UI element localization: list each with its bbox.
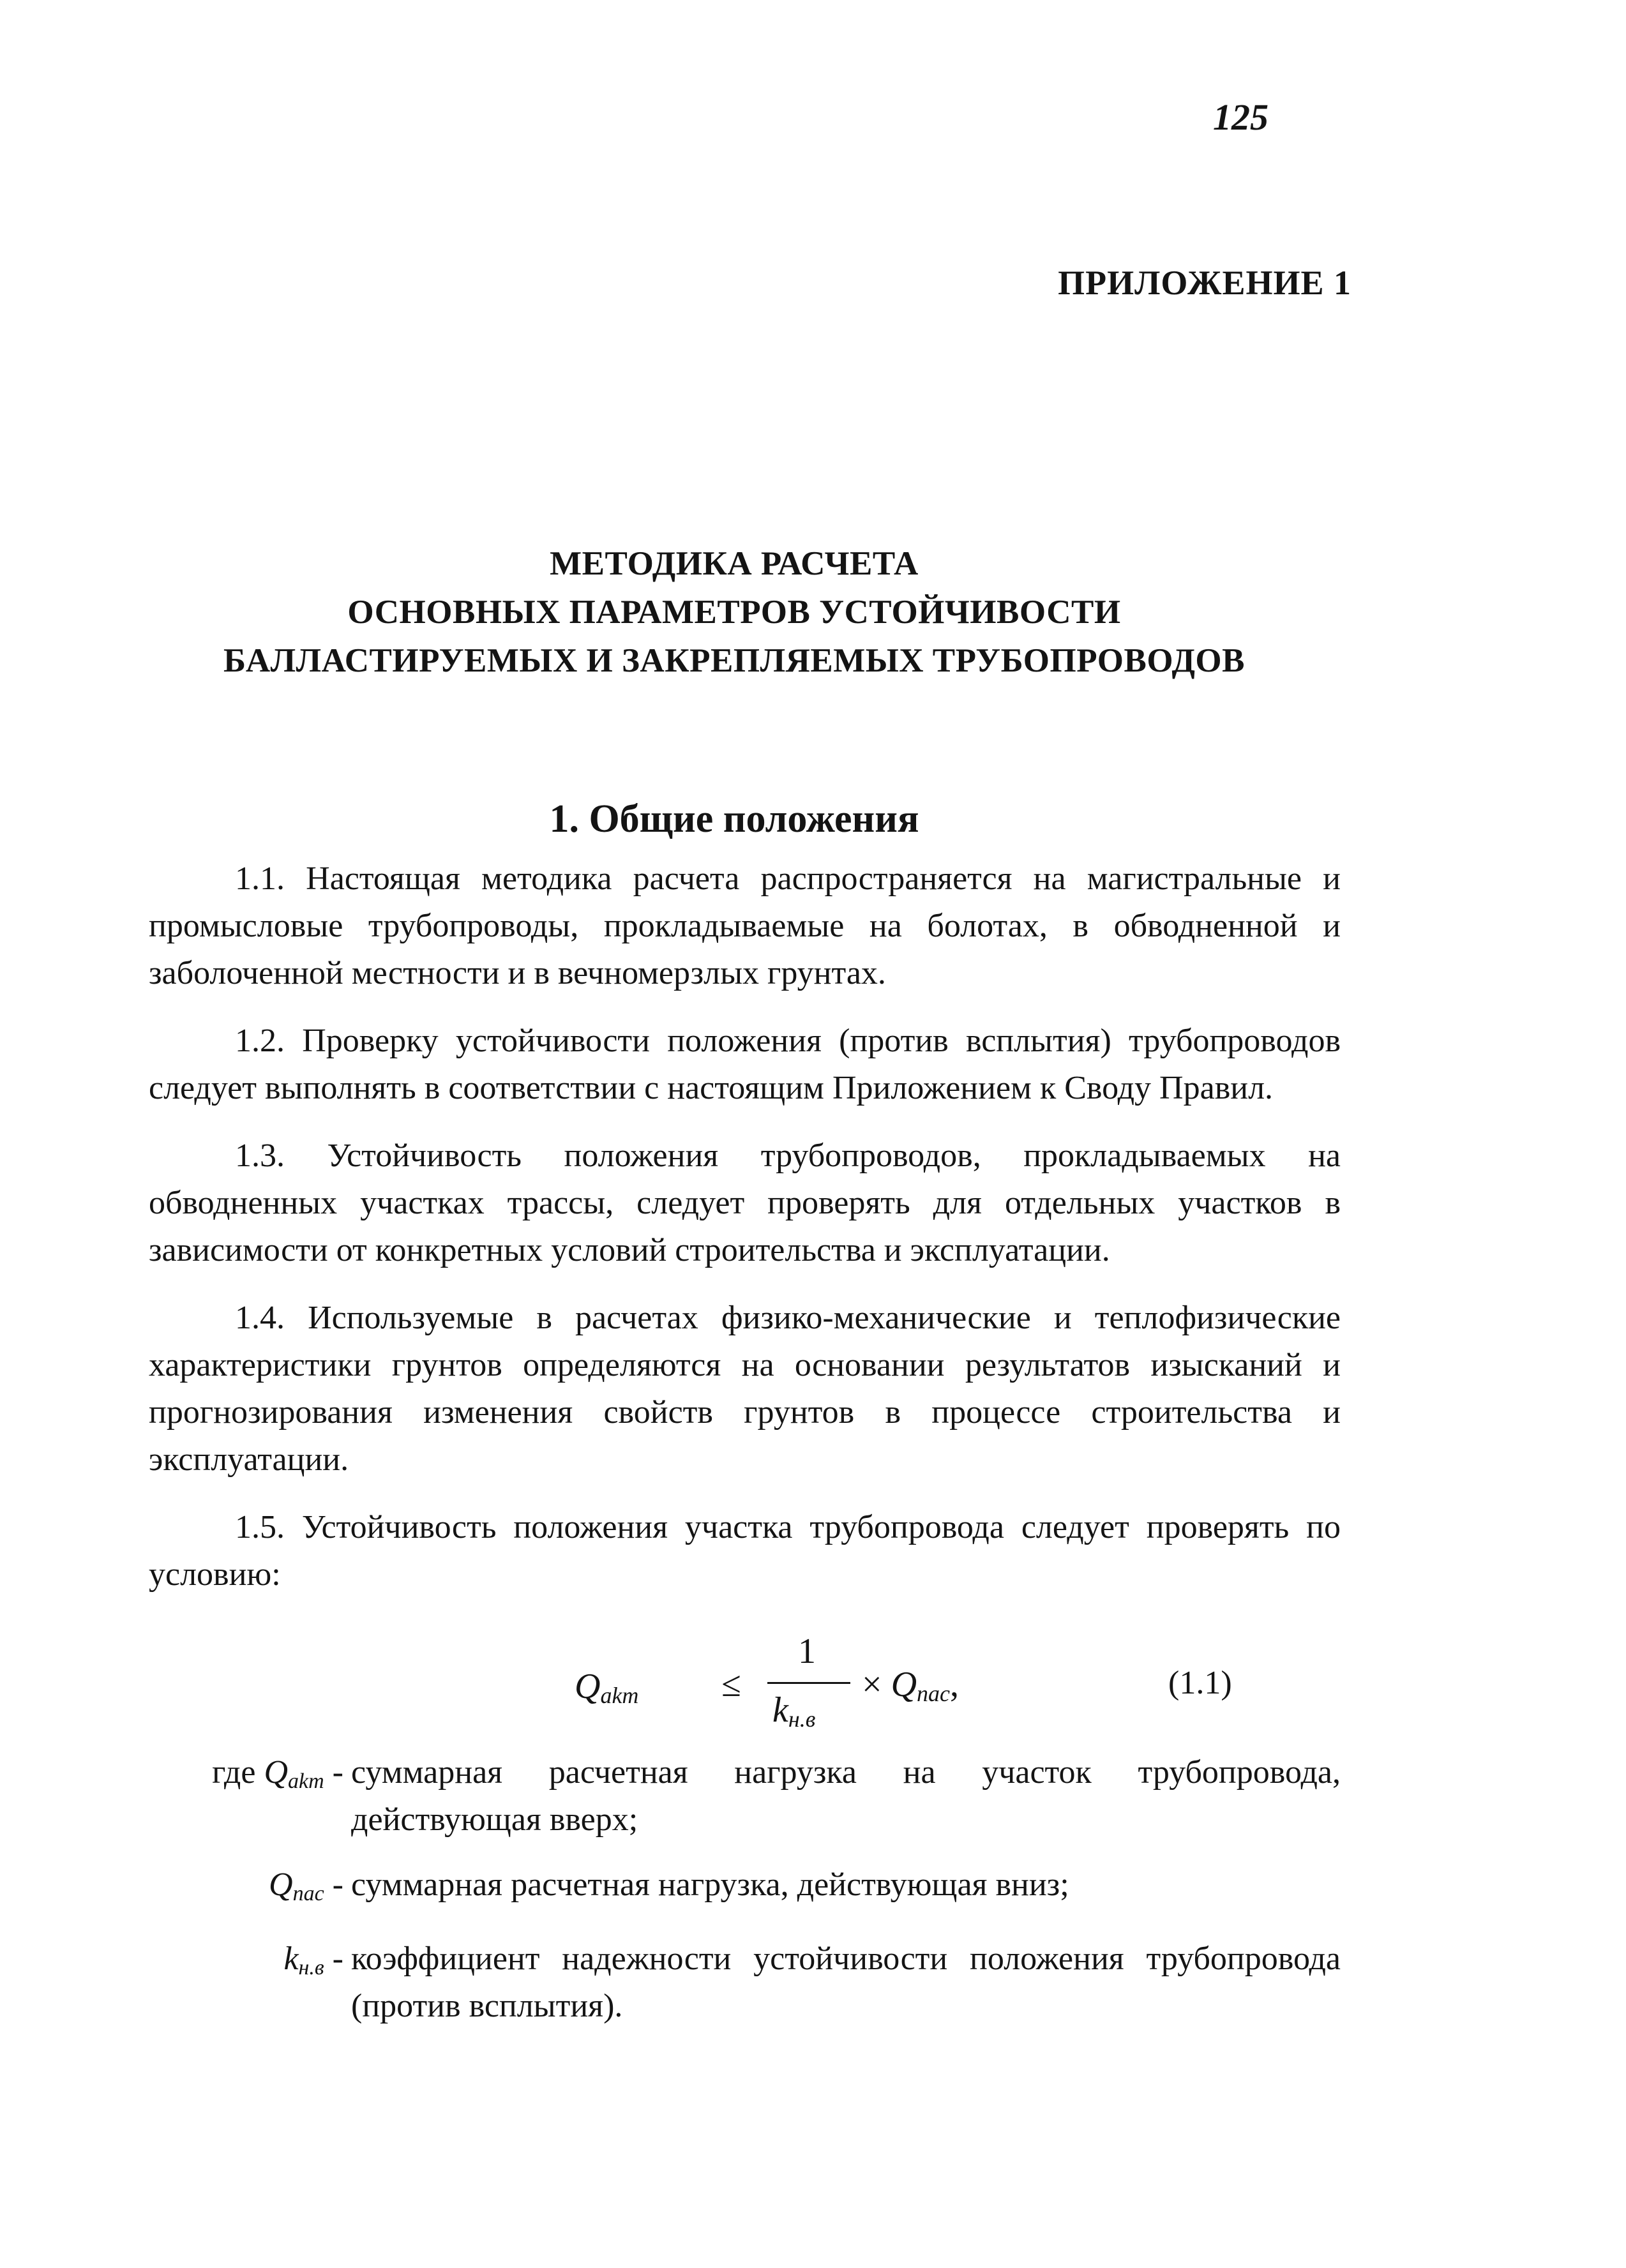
paragraph-1-3: 1.3. Устойчивость положения трубопроводов, прокладываемых на обводненных участках трассы, следует проверять для отдельных участков в зависимости от конкретных условий строительства и эксплуатации.: [149, 1138, 1341, 1268]
definition-row: [149, 1749, 1341, 1844]
definition-row: [149, 1861, 1341, 1918]
section-heading: 1. Общие положения: [549, 797, 919, 841]
body-text: [149, 855, 1341, 1619]
definition-text: коэффициент надежности устойчивости положения трубопровода (против всплытия).: [351, 1941, 1341, 2024]
title-line-3: БАЛЛАСТИРУЕМЫХ И ЗАКРЕПЛЯЕМЫХ ТРУБОПРОВОДОВ: [223, 642, 1245, 679]
formula-fraction-bar: [767, 1682, 850, 1684]
appendix-label: ПРИЛОЖЕНИЕ 1: [1058, 264, 1351, 302]
formula-times: × $Q_{пас}$,: [862, 1665, 960, 1706]
paragraph-1-4: 1.4. Используемые в расчетах физико-механические и теплофизические характеристики грунтов определяются на основании результатов изысканий и прогнозирования изменения свойств грунтов в процессе строительства и эксплуатации.: [149, 1300, 1341, 1478]
definition-text: суммарная расчетная нагрузка на участок трубопровода, действующая вверх;: [351, 1754, 1341, 1838]
paragraph-1-2: 1.2. Проверку устойчивости положения (против всплытия) трубопроводов следует выполнять в соответствии с настоящим Приложением к Своду Правил.: [149, 1023, 1341, 1106]
definition-symbol: $k_{н.в}$ -: [283, 1941, 343, 1979]
definition-symbol: где $Q_{akm}$ -: [212, 1754, 343, 1793]
definition-row: [149, 1935, 1341, 2030]
paragraph-1-1: 1.1. Настоящая методика расчета распространяется на магистральные и промысловые трубопроводы, прокладываемые на болотах, в обводненной и заболоченной местности и в вечномерзлых грунтах.: [149, 860, 1341, 991]
formula-1-1: [562, 1631, 1264, 1759]
definition-symbol: $Q_{пас}$ -: [269, 1866, 343, 1905]
formula-lhs: $Q_{akm}$: [575, 1667, 639, 1708]
page-number: 125: [1213, 96, 1268, 138]
paragraph-1-5: 1.5. Устойчивость положения участка трубопровода следует проверять по условию:: [149, 1509, 1341, 1593]
document-title: [0, 539, 1468, 685]
formula-relation: ≤: [721, 1665, 741, 1704]
definition-text: суммарная расчетная нагрузка, действующая вниз;: [351, 1866, 1069, 1903]
formula-number: (1.1): [1168, 1665, 1232, 1701]
title-line-2: ОСНОВНЫХ ПАРАМЕТРОВ УСТОЙЧИВОСТИ: [347, 594, 1121, 631]
definitions-list: [149, 1749, 1341, 2048]
title-line-1: МЕТОДИКА РАСЧЕТА: [550, 545, 919, 582]
formula-numerator: 1: [798, 1632, 816, 1671]
formula-denominator: $k_{н.в}$: [772, 1690, 816, 1732]
